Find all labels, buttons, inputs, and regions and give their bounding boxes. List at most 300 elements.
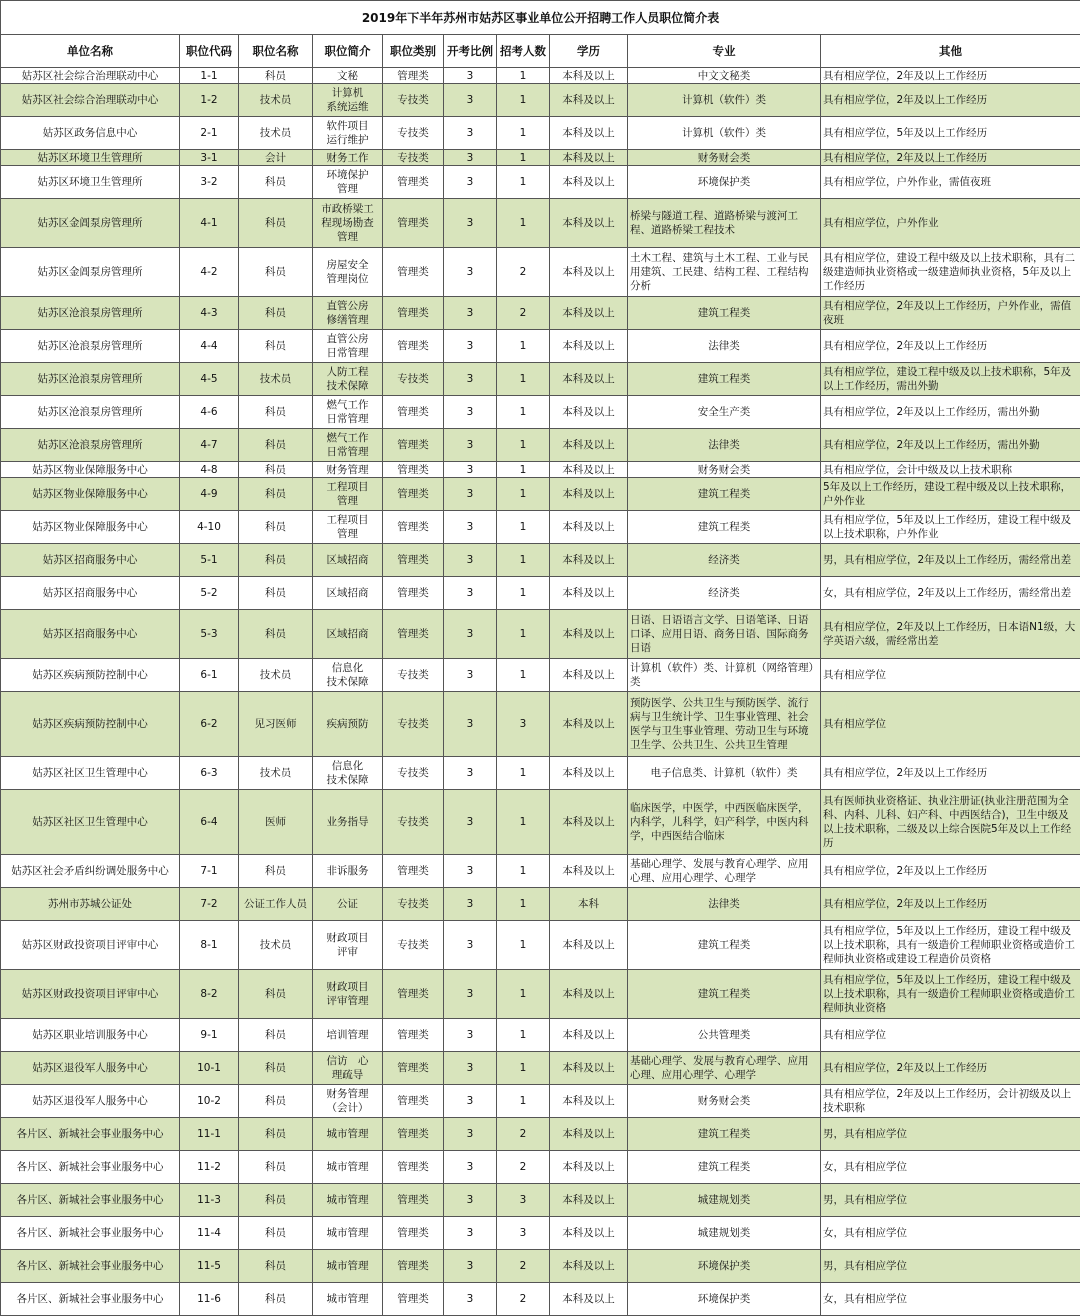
position-title: 科员 (239, 297, 313, 330)
position-title: 科员 (239, 1250, 313, 1283)
major: 建筑工程类 (628, 921, 821, 970)
other-requirements: 男，具有相应学位，2年及以上工作经历，需经常出差 (821, 544, 1080, 577)
exam-ratio: 3 (444, 511, 497, 544)
position-title: 科员 (239, 199, 313, 248)
major: 城建规划类 (628, 1184, 821, 1217)
hire-count: 2 (497, 297, 550, 330)
education: 本科及以上 (550, 577, 628, 610)
position-title: 技术员 (239, 363, 313, 396)
position-category: 管理类 (383, 1151, 444, 1184)
table-row (1, 577, 1080, 610)
exam-ratio: 3 (444, 757, 497, 790)
unit-name: 姑苏区物业保障服务中心 (1, 511, 180, 544)
hire-count: 1 (497, 888, 550, 921)
table-row (1, 610, 1080, 659)
major: 财务财会类 (628, 1085, 821, 1118)
education: 本科及以上 (550, 1151, 628, 1184)
unit-name: 各片区、新城社会事业服务中心 (1, 1250, 180, 1283)
exam-ratio: 3 (444, 1151, 497, 1184)
hire-count: 1 (497, 790, 550, 855)
position-category: 管理类 (383, 1283, 444, 1316)
unit-name: 姑苏区社会矛盾纠纷调处服务中心 (1, 855, 180, 888)
major: 中文文秘类 (628, 68, 821, 84)
header-ratio: 开考比例 (444, 35, 497, 68)
table-row (1, 396, 1080, 429)
position-code: 1-2 (180, 84, 239, 117)
table-row (1, 1085, 1080, 1118)
position-category: 管理类 (383, 166, 444, 199)
hire-count: 2 (497, 248, 550, 297)
position-code: 4-5 (180, 363, 239, 396)
position-title: 科员 (239, 544, 313, 577)
table-row (1, 166, 1080, 199)
unit-name: 姑苏区物业保障服务中心 (1, 462, 180, 478)
unit-name: 姑苏区招商服务中心 (1, 610, 180, 659)
major: 环境保护类 (628, 1283, 821, 1316)
position-category: 专技类 (383, 84, 444, 117)
other-requirements: 具有相应学位，2年及以上工作经历，会计初级及以上技术职称 (821, 1085, 1080, 1118)
education: 本科 (550, 888, 628, 921)
position-code: 4-2 (180, 248, 239, 297)
unit-name: 姑苏区社会综合治理联动中心 (1, 68, 180, 84)
exam-ratio: 3 (444, 610, 497, 659)
hire-count: 1 (497, 478, 550, 511)
unit-name: 姑苏区招商服务中心 (1, 577, 180, 610)
position-category: 专技类 (383, 790, 444, 855)
major: 建筑工程类 (628, 363, 821, 396)
other-requirements: 女，具有相应学位，2年及以上工作经历，需经常出差 (821, 577, 1080, 610)
position-description: 城市管理 (313, 1217, 383, 1250)
exam-ratio: 3 (444, 790, 497, 855)
position-description: 城市管理 (313, 1283, 383, 1316)
hire-count: 1 (497, 511, 550, 544)
position-code: 11-6 (180, 1283, 239, 1316)
unit-name: 姑苏区金阊泵房管理所 (1, 248, 180, 297)
position-category: 专技类 (383, 692, 444, 757)
education: 本科及以上 (550, 150, 628, 166)
position-title: 见习医师 (239, 692, 313, 757)
hire-count: 1 (497, 544, 550, 577)
exam-ratio: 3 (444, 544, 497, 577)
position-category: 管理类 (383, 1217, 444, 1250)
hire-count: 1 (497, 659, 550, 692)
exam-ratio: 3 (444, 1052, 497, 1085)
education: 本科及以上 (550, 166, 628, 199)
position-title: 科员 (239, 1151, 313, 1184)
other-requirements: 男，具有相应学位 (821, 1250, 1080, 1283)
education: 本科及以上 (550, 659, 628, 692)
position-description: 燃气工作 日常管理 (313, 429, 383, 462)
other-requirements: 具有相应学位，会计中级及以上技术职称 (821, 462, 1080, 478)
major: 法律类 (628, 330, 821, 363)
table-row (1, 1250, 1080, 1283)
position-code: 6-4 (180, 790, 239, 855)
position-description: 城市管理 (313, 1250, 383, 1283)
education: 本科及以上 (550, 462, 628, 478)
position-title: 科员 (239, 1085, 313, 1118)
position-description: 信息化 技术保障 (313, 659, 383, 692)
major: 经济类 (628, 544, 821, 577)
position-title: 科员 (239, 610, 313, 659)
position-category: 专技类 (383, 757, 444, 790)
unit-name: 姑苏区职业培训服务中心 (1, 1019, 180, 1052)
exam-ratio: 3 (444, 1118, 497, 1151)
position-category: 专技类 (383, 921, 444, 970)
major: 临床医学，中医学，中西医临床医学，内科学，儿科学，妇产科学，中医内科学，中西医结合临床 (628, 790, 821, 855)
position-category: 专技类 (383, 150, 444, 166)
position-description: 计算机 系统运维 (313, 84, 383, 117)
other-requirements: 具有相应学位，2年及以上工作经历 (821, 150, 1080, 166)
position-title: 科员 (239, 855, 313, 888)
major: 基础心理学、发展与教育心理学、应用心理、应用心理学、心理学 (628, 1052, 821, 1085)
position-description: 环境保护 管理 (313, 166, 383, 199)
exam-ratio: 3 (444, 396, 497, 429)
position-description: 区域招商 (313, 544, 383, 577)
table-row (1, 544, 1080, 577)
education: 本科及以上 (550, 396, 628, 429)
table-row (1, 1184, 1080, 1217)
table-title: 2019年下半年苏州市姑苏区事业单位公开招聘工作人员职位简介表 (1, 1, 1080, 35)
position-code: 7-1 (180, 855, 239, 888)
education: 本科及以上 (550, 1118, 628, 1151)
position-category: 管理类 (383, 1052, 444, 1085)
position-description: 疾病预防 (313, 692, 383, 757)
position-category: 管理类 (383, 330, 444, 363)
unit-name: 姑苏区社区卫生管理中心 (1, 757, 180, 790)
education: 本科及以上 (550, 610, 628, 659)
header-other: 其他 (821, 35, 1080, 68)
major: 环境保护类 (628, 1250, 821, 1283)
position-code: 8-2 (180, 970, 239, 1019)
position-description: 财务工作 (313, 150, 383, 166)
other-requirements: 具有相应学位，2年及以上工作经历 (821, 888, 1080, 921)
table-row (1, 478, 1080, 511)
position-description: 城市管理 (313, 1151, 383, 1184)
exam-ratio: 3 (444, 888, 497, 921)
hire-count: 1 (497, 921, 550, 970)
position-category: 管理类 (383, 1184, 444, 1217)
education: 本科及以上 (550, 199, 628, 248)
education: 本科及以上 (550, 330, 628, 363)
education: 本科及以上 (550, 1052, 628, 1085)
position-title: 科员 (239, 396, 313, 429)
table-row (1, 757, 1080, 790)
position-code: 6-3 (180, 757, 239, 790)
unit-name: 姑苏区物业保障服务中心 (1, 478, 180, 511)
position-category: 管理类 (383, 1250, 444, 1283)
other-requirements: 具有相应学位，2年及以上工作经历，需出外勤 (821, 396, 1080, 429)
header-category: 职位类别 (383, 35, 444, 68)
position-category: 管理类 (383, 544, 444, 577)
other-requirements: 女，具有相应学位 (821, 1283, 1080, 1316)
major: 日语、日语语言文学、日语笔译、日语口译、应用日语、商务日语、国际商务日语 (628, 610, 821, 659)
major: 建筑工程类 (628, 511, 821, 544)
hire-count: 1 (497, 462, 550, 478)
position-title: 医师 (239, 790, 313, 855)
position-description: 财务管理 (313, 462, 383, 478)
position-code: 2-1 (180, 117, 239, 150)
exam-ratio: 3 (444, 199, 497, 248)
hire-count: 3 (497, 1184, 550, 1217)
position-description: 信息化 技术保障 (313, 757, 383, 790)
table-row (1, 855, 1080, 888)
major: 建筑工程类 (628, 1118, 821, 1151)
exam-ratio: 3 (444, 248, 497, 297)
education: 本科及以上 (550, 855, 628, 888)
exam-ratio: 3 (444, 1085, 497, 1118)
position-code: 10-2 (180, 1085, 239, 1118)
major: 建筑工程类 (628, 1151, 821, 1184)
table-row (1, 429, 1080, 462)
position-title: 会计 (239, 150, 313, 166)
table-row (1, 511, 1080, 544)
position-title: 科员 (239, 1217, 313, 1250)
position-description: 城市管理 (313, 1118, 383, 1151)
hire-count: 3 (497, 692, 550, 757)
other-requirements: 女，具有相应学位 (821, 1151, 1080, 1184)
position-code: 10-1 (180, 1052, 239, 1085)
other-requirements: 具有相应学位 (821, 659, 1080, 692)
other-requirements: 具有相应学位，5年及以上工作经历 (821, 117, 1080, 150)
position-code: 7-2 (180, 888, 239, 921)
header-code: 职位代码 (180, 35, 239, 68)
major: 建筑工程类 (628, 297, 821, 330)
position-description: 软件项目 运行维护 (313, 117, 383, 150)
header-count: 招考人数 (497, 35, 550, 68)
education: 本科及以上 (550, 1250, 628, 1283)
table-row (1, 790, 1080, 855)
position-description: 财政项目 评审管理 (313, 970, 383, 1019)
position-category: 专技类 (383, 888, 444, 921)
major: 电子信息类、计算机（软件）类 (628, 757, 821, 790)
position-category: 管理类 (383, 248, 444, 297)
unit-name: 各片区、新城社会事业服务中心 (1, 1118, 180, 1151)
education: 本科及以上 (550, 1184, 628, 1217)
education: 本科及以上 (550, 117, 628, 150)
other-requirements: 具有相应学位，2年及以上工作经历 (821, 84, 1080, 117)
other-requirements: 具有相应学位，户外作业，需值夜班 (821, 166, 1080, 199)
position-title: 科员 (239, 1052, 313, 1085)
unit-name: 苏州市苏城公证处 (1, 888, 180, 921)
position-description: 直管公房 日常管理 (313, 330, 383, 363)
unit-name: 姑苏区疾病预防控制中心 (1, 692, 180, 757)
position-description: 财务管理 （会计） (313, 1085, 383, 1118)
hire-count: 1 (497, 577, 550, 610)
exam-ratio: 3 (444, 692, 497, 757)
hire-count: 1 (497, 855, 550, 888)
position-title: 科员 (239, 1283, 313, 1316)
exam-ratio: 3 (444, 855, 497, 888)
position-description: 人防工程 技术保障 (313, 363, 383, 396)
hire-count: 2 (497, 1250, 550, 1283)
position-description: 业务指导 (313, 790, 383, 855)
exam-ratio: 3 (444, 363, 497, 396)
header-row (1, 35, 1080, 68)
education: 本科及以上 (550, 1217, 628, 1250)
unit-name: 姑苏区沧浪泵房管理所 (1, 363, 180, 396)
major: 环境保护类 (628, 166, 821, 199)
hire-count: 2 (497, 1118, 550, 1151)
exam-ratio: 3 (444, 84, 497, 117)
position-description: 城市管理 (313, 1184, 383, 1217)
position-code: 4-1 (180, 199, 239, 248)
position-description: 公证 (313, 888, 383, 921)
major: 桥梁与隧道工程、道路桥梁与渡河工程、道路桥梁工程技术 (628, 199, 821, 248)
header-major: 专业 (628, 35, 821, 68)
other-requirements: 具有相应学位，5年及以上工作经历，建设工程中级及以上技术职称，具有一级造价工程师职业资格或造价工程师执业资格或建设工程造价员资格 (821, 921, 1080, 970)
unit-name: 姑苏区沧浪泵房管理所 (1, 396, 180, 429)
exam-ratio: 3 (444, 297, 497, 330)
exam-ratio: 3 (444, 921, 497, 970)
unit-name: 姑苏区环境卫生管理所 (1, 150, 180, 166)
other-requirements: 具有相应学位，2年及以上工作经历 (821, 1052, 1080, 1085)
other-requirements: 具有医师执业资格证、执业注册证(执业注册范围为全科、内科、儿科、妇产科、中西医结合)，卫生中级及以上技术职称，二级及以上综合医院5年及以上工作经历 (821, 790, 1080, 855)
table-row (1, 1217, 1080, 1250)
position-category: 管理类 (383, 1118, 444, 1151)
major: 计算机（软件）类 (628, 84, 821, 117)
table-row (1, 363, 1080, 396)
major: 安全生产类 (628, 396, 821, 429)
hire-count: 1 (497, 396, 550, 429)
other-requirements: 具有相应学位，建设工程中级及以上技术职称，具有二级建造师执业资格或一级建造师执业资格，5年及以上工作经历 (821, 248, 1080, 297)
position-code: 4-7 (180, 429, 239, 462)
position-description: 非诉服务 (313, 855, 383, 888)
major: 财务财会类 (628, 462, 821, 478)
position-category: 管理类 (383, 462, 444, 478)
position-description: 文秘 (313, 68, 383, 84)
position-title: 科员 (239, 1118, 313, 1151)
position-category: 管理类 (383, 855, 444, 888)
position-code: 4-4 (180, 330, 239, 363)
position-category: 管理类 (383, 970, 444, 1019)
position-title: 科员 (239, 166, 313, 199)
hire-count: 1 (497, 1052, 550, 1085)
education: 本科及以上 (550, 297, 628, 330)
unit-name: 姑苏区沧浪泵房管理所 (1, 297, 180, 330)
table-row (1, 297, 1080, 330)
position-code: 4-3 (180, 297, 239, 330)
other-requirements: 具有相应学位，2年及以上工作经历 (821, 757, 1080, 790)
position-title: 技术员 (239, 84, 313, 117)
unit-name: 姑苏区疾病预防控制中心 (1, 659, 180, 692)
education: 本科及以上 (550, 544, 628, 577)
position-code: 4-8 (180, 462, 239, 478)
other-requirements: 具有相应学位，户外作业 (821, 199, 1080, 248)
education: 本科及以上 (550, 84, 628, 117)
position-title: 科员 (239, 478, 313, 511)
position-code: 11-5 (180, 1250, 239, 1283)
education: 本科及以上 (550, 921, 628, 970)
position-description: 工程项目 管理 (313, 478, 383, 511)
unit-name: 姑苏区社会综合治理联动中心 (1, 84, 180, 117)
exam-ratio: 3 (444, 117, 497, 150)
position-title: 技术员 (239, 659, 313, 692)
position-description: 信访 心 理疏导 (313, 1052, 383, 1085)
hire-count: 1 (497, 150, 550, 166)
table-row (1, 692, 1080, 757)
exam-ratio: 3 (444, 1019, 497, 1052)
position-title: 科员 (239, 462, 313, 478)
position-code: 1-1 (180, 68, 239, 84)
position-code: 5-1 (180, 544, 239, 577)
table-row (1, 68, 1080, 84)
major: 财务财会类 (628, 150, 821, 166)
table-row (1, 1151, 1080, 1184)
major: 建筑工程类 (628, 478, 821, 511)
other-requirements: 具有相应学位 (821, 1019, 1080, 1052)
position-description: 财政项目 评审 (313, 921, 383, 970)
other-requirements: 具有相应学位，5年及以上工作经历，建设工程中级及以上技术职称，户外作业 (821, 511, 1080, 544)
table-row (1, 248, 1080, 297)
other-requirements: 男，具有相应学位 (821, 1118, 1080, 1151)
table-row (1, 970, 1080, 1019)
table-row (1, 888, 1080, 921)
position-code: 11-4 (180, 1217, 239, 1250)
table-row (1, 150, 1080, 166)
header-description: 职位简介 (313, 35, 383, 68)
position-title: 科员 (239, 429, 313, 462)
education: 本科及以上 (550, 248, 628, 297)
hire-count: 1 (497, 429, 550, 462)
hire-count: 1 (497, 610, 550, 659)
unit-name: 姑苏区财政投资项目评审中心 (1, 970, 180, 1019)
major: 建筑工程类 (628, 970, 821, 1019)
other-requirements: 具有相应学位，2年及以上工作经历 (821, 330, 1080, 363)
position-code: 8-1 (180, 921, 239, 970)
table-row (1, 1052, 1080, 1085)
unit-name: 姑苏区政务信息中心 (1, 117, 180, 150)
position-description: 房屋安全 管理岗位 (313, 248, 383, 297)
position-category: 管理类 (383, 68, 444, 84)
hire-count: 1 (497, 68, 550, 84)
header-position: 职位名称 (239, 35, 313, 68)
position-category: 专技类 (383, 117, 444, 150)
major: 计算机（软件）类、计算机（网络管理）类 (628, 659, 821, 692)
hire-count: 1 (497, 84, 550, 117)
major: 城建规划类 (628, 1217, 821, 1250)
hire-count: 1 (497, 970, 550, 1019)
unit-name: 姑苏区社区卫生管理中心 (1, 790, 180, 855)
position-code: 6-1 (180, 659, 239, 692)
position-category: 专技类 (383, 659, 444, 692)
position-code: 4-6 (180, 396, 239, 429)
position-title: 公证工作人员 (239, 888, 313, 921)
table-row (1, 1283, 1080, 1316)
education: 本科及以上 (550, 511, 628, 544)
position-code: 9-1 (180, 1019, 239, 1052)
hire-count: 1 (497, 1085, 550, 1118)
position-title: 技术员 (239, 757, 313, 790)
table-body (1, 68, 1080, 1316)
position-title: 科员 (239, 1184, 313, 1217)
position-category: 管理类 (383, 396, 444, 429)
position-code: 3-1 (180, 150, 239, 166)
major: 公共管理类 (628, 1019, 821, 1052)
education: 本科及以上 (550, 790, 628, 855)
position-code: 11-3 (180, 1184, 239, 1217)
table-row (1, 462, 1080, 478)
position-description: 区域招商 (313, 577, 383, 610)
unit-name: 各片区、新城社会事业服务中心 (1, 1184, 180, 1217)
other-requirements: 具有相应学位，5年及以上工作经历，建设工程中级及以上技术职称，具有一级造价工程师职业资格或造价工程师执业资格 (821, 970, 1080, 1019)
table-row (1, 659, 1080, 692)
other-requirements: 具有相应学位，2年及以上工作经历 (821, 855, 1080, 888)
exam-ratio: 3 (444, 1283, 497, 1316)
position-code: 11-1 (180, 1118, 239, 1151)
position-description: 培训管理 (313, 1019, 383, 1052)
position-code: 4-10 (180, 511, 239, 544)
position-code: 4-9 (180, 478, 239, 511)
